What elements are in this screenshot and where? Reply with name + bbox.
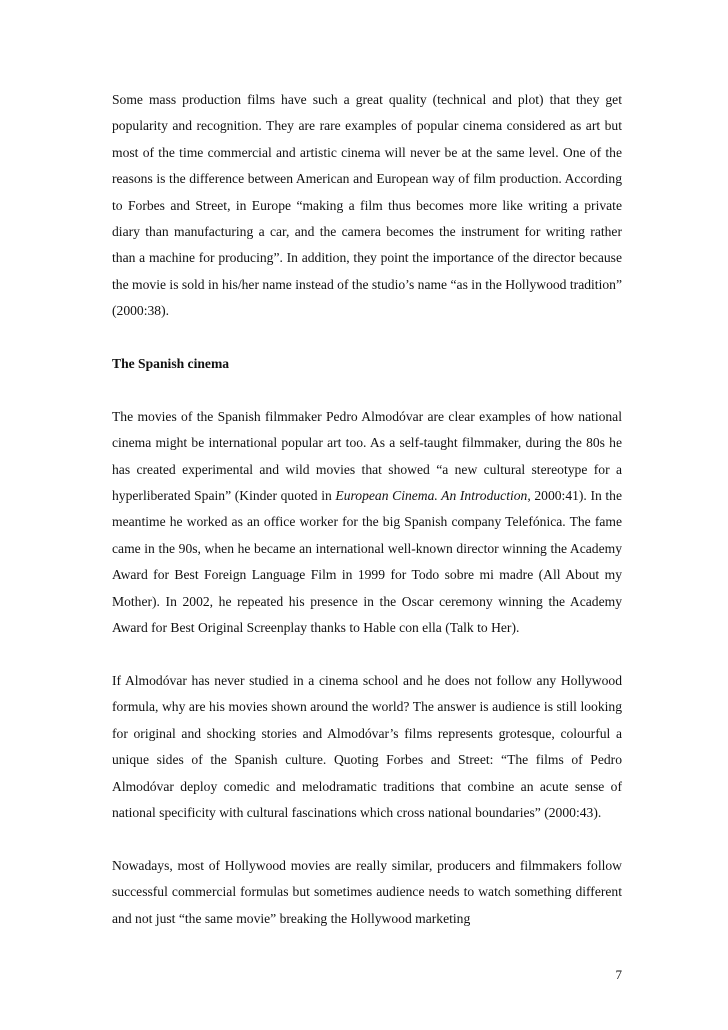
paragraph-almodovar-audience: If Almodóvar has never studied in a cinema school and he does not follow any Hollywood formula, why are his movies shown around the world? The answer is audience is still looking for original and shocking stories and Almodóvar’s films represents grotesque, colourful a unique sides of the Spanish culture. Quoting Forbes and Street: “The films of Pedro Almodóvar deploy comedic and melodramatic traditions that combine an acute sense of national specificity with cultural fascinations which cross national boundaries” (2000:43). [112, 672, 622, 820]
book-title: European Cinema. An Introduction [335, 488, 528, 504]
body-text [112, 87, 622, 958]
paragraph-almodovar-career [112, 404, 622, 642]
paragraph-production-films: Some mass production films have such a great quality (technical and plot) that they get popularity and recognition. They are rare examples of popular cinema considered as art but most of the time commercial and artistic cinema will never be at the same level. One of the reasons is the difference between American and European way of film production. According to Forbes and Street, in Europe “making a film thus becomes more like writing a private diary than manufacturing a car, and the camera becomes the instrument for writing rather than a machine for producing”. In addition, they point the importance of the director because the movie is sold in his/her name instead of the studio’s name “as in the Hollywood tradition” (2000:38). [112, 92, 622, 319]
page-number: 7 [615, 967, 622, 982]
section-heading: The Spanish cinema [112, 356, 230, 372]
paragraph-hollywood-formulas: Nowadays, most of Hollywood movies are really similar, producers and filmmakers follow successful commercial formulas but sometimes audience needs to watch something different and not just “the same movie” breaking the Hollywood marketing [112, 857, 622, 926]
paragraph-text: The movies of the Spanish filmmaker Pedro Almodóvar are clear examples of how national cinema might be international popular art too. As a self-taught filmmaker, during the 80s he has created experimental and wild movies that showed “a new cultural stereotype for a hyperliberated Spain” (Kinder quoted in [112, 408, 622, 504]
paragraph-text: , 2000:41). In the meantime he worked as an office worker for the big Spanish company Telefónica. The fame came in the 90s, when he became an international well-known director winning the Academy Award for Best Foreign Language Film in 1999 for Todo sobre mi madre (All About my Mother). In 2002, he repeated his presence in the Oscar ceremony winning the Academy Award for Best Original Screenplay thanks to Hable con ella (Talk to Her). [112, 488, 622, 636]
